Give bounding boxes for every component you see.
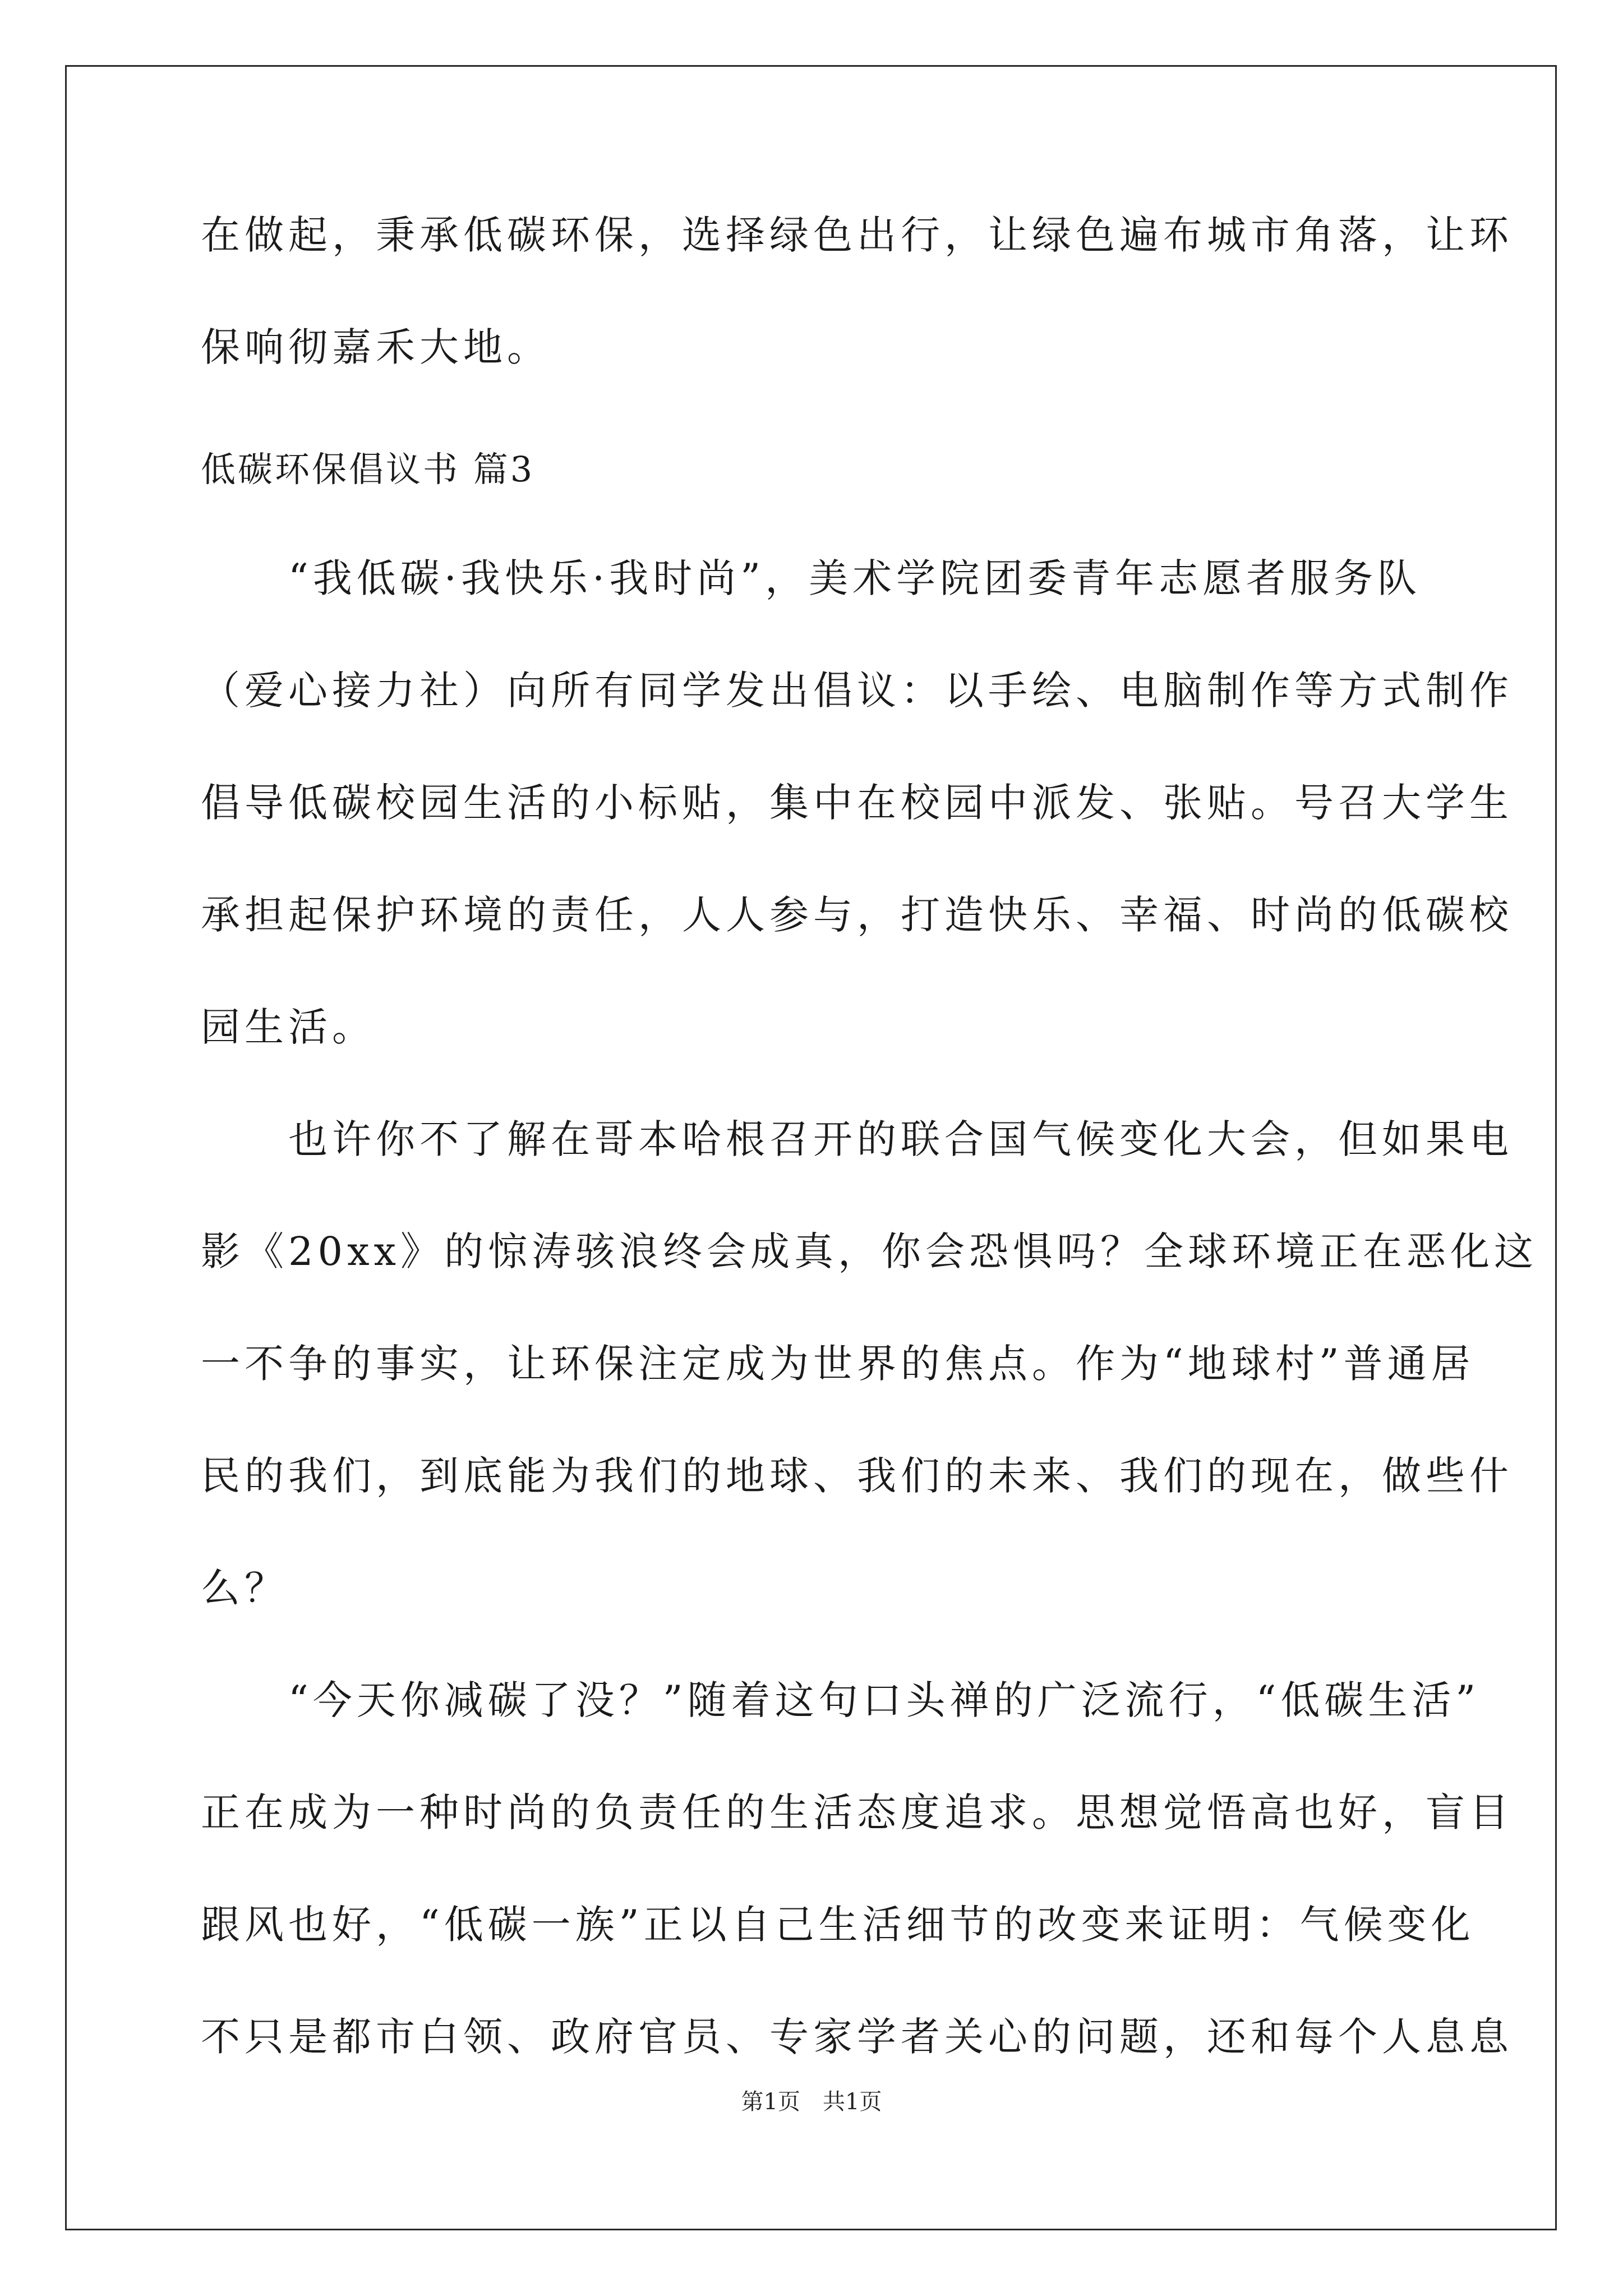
text-line: “今天你减碳了没？”随着这句口头禅的广泛流行，“低碳生活” <box>201 1677 1481 1723</box>
text-line: 园生活。 <box>201 1004 376 1050</box>
text-line: 影《20xx》的惊涛骇浪终会成真，你会恐惧吗？全球环境正在恶化这 <box>201 1228 1538 1274</box>
text-line: 民的我们，到底能为我们的地球、我们的未来、我们的现在，做些什 <box>201 1453 1513 1499</box>
text-line: 正在成为一种时尚的负责任的生活态度追求。思想觉悟高也好，盲目 <box>201 1789 1513 1835</box>
text-line: 在做起，秉承低碳环保，选择绿色出行，让绿色遍布城市角落，让环 <box>201 212 1513 258</box>
text-line: 跟风也好，“低碳一族”正以自己生活细节的改变来证明：气候变化 <box>201 1902 1475 1948</box>
text-line: 保响彻嘉禾大地。 <box>201 324 551 370</box>
text-line: （爱心接力社）向所有同学发出倡议：以手绘、电脑制作等方式制作 <box>201 668 1513 714</box>
text-line: 承担起保护环境的责任，人人参与，打造快乐、幸福、时尚的低碳校 <box>201 892 1513 938</box>
text-line: 不只是都市白领、政府官员、专家学者关心的问题，还和每个人息息 <box>201 2014 1513 2060</box>
section-heading: 低碳环保倡议书 篇3 <box>201 449 535 490</box>
text-line: 也许你不了解在哥本哈根召开的联合国气候变化大会，但如果电 <box>201 1116 1513 1162</box>
text-line: 一不争的事实，让环保注定成为世界的焦点。作为“地球村”普通居 <box>201 1341 1475 1387</box>
page-number-footer: 第1页 共1页 <box>741 2089 882 2115</box>
text-line: “我低碳·我快乐·我时尚”，美术学院团委青年志愿者服务队 <box>201 555 1422 601</box>
text-line: 倡导低碳校园生活的小标贴，集中在校园中派发、张贴。号召大学生 <box>201 780 1513 826</box>
text-line: 么？ <box>201 1565 288 1611</box>
